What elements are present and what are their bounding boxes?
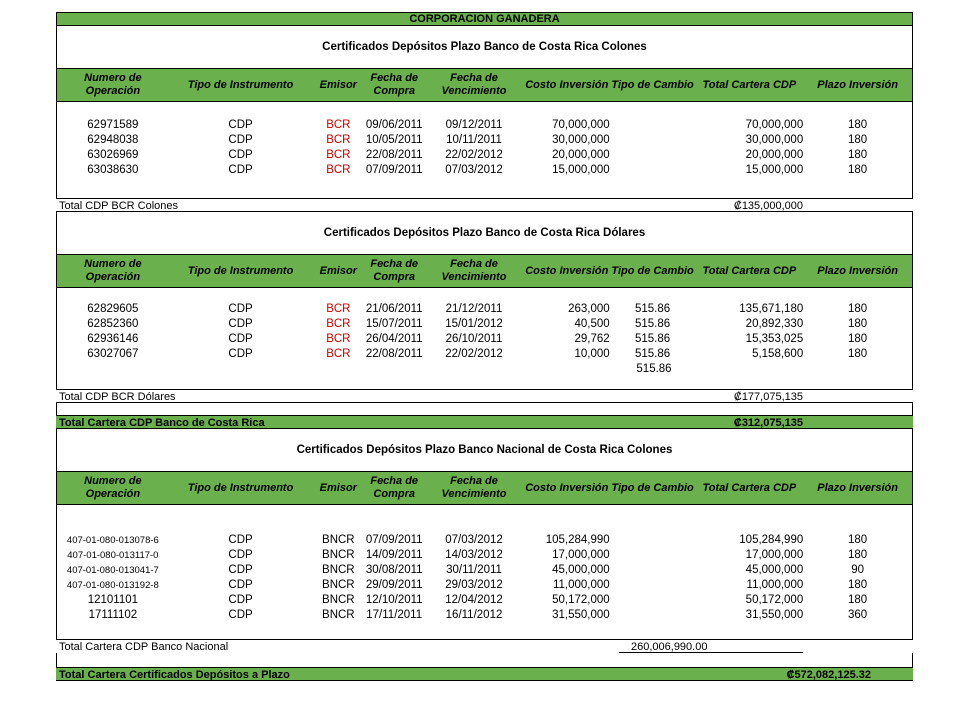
table-cell: 22/02/2012	[445, 149, 503, 161]
table-cell: BNCR	[322, 609, 355, 621]
table-cell: 12101101	[87, 594, 139, 606]
table-cell: BNCR	[322, 594, 355, 606]
column-header: Plazo Inversión	[817, 481, 898, 494]
column-header: Tipo de Instrumento	[187, 481, 294, 494]
table-cell: BNCR	[322, 579, 355, 591]
table-cell: 15/07/2011	[365, 318, 423, 330]
table-cell: BCR	[326, 119, 351, 131]
table-row	[57, 347, 912, 362]
total-bncr	[56, 639, 913, 653]
table-row	[57, 148, 912, 163]
table-cell: 11,000,000	[746, 579, 804, 591]
table-cell: 180	[848, 318, 868, 330]
table-cell: BCR	[326, 333, 351, 345]
total-label: Total CDP BCR Colones	[59, 200, 179, 212]
table-cell: CDP	[228, 119, 253, 131]
table-cell: CDP	[228, 579, 253, 591]
table-cell: 20,892,330	[745, 318, 804, 330]
table-cell: 515.86	[634, 348, 671, 360]
total-value: ₡572,082,125.32	[786, 669, 871, 681]
table-cell: 30/08/2011	[365, 564, 423, 576]
table-cell: 17,000,000	[745, 549, 804, 561]
table-cell: 263,000	[568, 303, 610, 315]
table-cell: 135,671,180	[739, 303, 804, 315]
total-value: ₡177,075,135	[733, 391, 803, 403]
column-header: Fecha de Vencimiento	[441, 475, 507, 500]
table-cell	[610, 548, 696, 563]
table-row	[57, 563, 912, 578]
table-cell: 63026969	[87, 149, 139, 161]
table-cell: CDP	[228, 564, 253, 576]
table-cell: 63027067	[87, 348, 139, 360]
table-cell: 180	[848, 594, 868, 606]
table-cell: 29/03/2012	[445, 579, 503, 591]
column-header: Emisor	[319, 264, 357, 277]
table-cell: CDP	[228, 609, 253, 621]
table-cell: 22/08/2011	[365, 348, 423, 360]
spacer	[56, 653, 913, 667]
total-value: ₡312,075,135	[733, 417, 803, 429]
table-cell	[610, 608, 696, 623]
column-header: Total Cartera CDP	[702, 264, 797, 277]
table-cell: 31,550,000	[552, 609, 610, 621]
column-header: Costo Inversión	[525, 264, 609, 277]
column-header: Numero de Operación	[84, 72, 142, 97]
column-header: Numero de Operación	[84, 475, 142, 500]
column-header: Numero de Operación	[84, 258, 142, 283]
grand-total	[56, 667, 913, 681]
rows-bcr-colones	[57, 118, 912, 178]
table-cell: 180	[848, 119, 868, 131]
table-cell: 70,000,000	[745, 119, 804, 131]
column-header: Tipo de Instrumento	[187, 264, 294, 277]
table-cell: 10,000	[574, 348, 610, 360]
table-cell: 180	[848, 549, 868, 561]
table-cell: 180	[848, 333, 868, 345]
table-row	[57, 332, 912, 347]
extra-rate-row	[57, 362, 912, 377]
total-label: Total Cartera CDP Banco Nacional	[59, 641, 229, 653]
table-cell: 180	[848, 303, 868, 315]
section-bncr-colones	[56, 429, 913, 639]
table-cell	[610, 533, 696, 548]
table-cell: 12/10/2011	[365, 594, 423, 606]
table-cell: 14/09/2011	[365, 549, 423, 561]
table-cell: 17/11/2011	[366, 609, 423, 621]
table-cell: BNCR	[322, 549, 355, 561]
column-header-row	[57, 68, 912, 102]
column-header: Fecha de Vencimiento	[441, 72, 507, 97]
table-cell: 07/03/2012	[445, 164, 503, 176]
table-cell: 17,000,000	[552, 549, 610, 561]
table-cell: 180	[848, 534, 868, 546]
table-cell: 45,000,000	[745, 564, 804, 576]
column-header: Total Cartera CDP	[702, 481, 797, 494]
table-cell	[610, 563, 696, 578]
table-cell: 15,353,025	[745, 333, 804, 345]
table-cell: 62948038	[87, 134, 139, 146]
table-cell: 21/12/2011	[445, 303, 503, 315]
table-row	[57, 302, 912, 317]
table-cell: 10/05/2011	[365, 134, 423, 146]
table-cell: 16/11/2012	[445, 609, 503, 621]
table-row	[57, 548, 912, 563]
table-cell: 407-01-080-013078-6	[66, 535, 159, 546]
table-cell: 22/02/2012	[445, 348, 503, 360]
section-bcr-dolares	[56, 212, 913, 389]
table-cell: CDP	[228, 303, 253, 315]
column-header: Tipo de Cambio	[611, 481, 694, 494]
table-cell: 407-01-080-013192-8	[66, 580, 159, 591]
table-cell: BCR	[326, 348, 351, 360]
table-cell: 105,284,990	[739, 534, 804, 546]
table-cell: 29/09/2011	[365, 579, 423, 591]
table-cell: 07/09/2011	[365, 164, 423, 176]
total-value: 260,006,990.00	[619, 640, 803, 653]
table-cell: CDP	[228, 318, 253, 330]
table-cell: 21/06/2011	[365, 303, 423, 315]
table-cell: BCR	[326, 303, 351, 315]
table-cell: 180	[848, 348, 868, 360]
table-cell	[610, 148, 696, 163]
table-cell: 50,172,000	[745, 594, 804, 606]
column-header: Tipo de Cambio	[611, 78, 694, 91]
total-bcr-grand	[56, 415, 913, 429]
table-cell: 515.86	[634, 318, 671, 330]
table-cell: 14/03/2012	[445, 549, 503, 561]
table-cell: 07/09/2011	[365, 534, 423, 546]
table-row	[57, 533, 912, 548]
column-header: Total Cartera CDP	[702, 78, 797, 91]
table-cell: CDP	[228, 164, 253, 176]
table-cell	[610, 118, 696, 133]
table-cell: CDP	[228, 348, 253, 360]
table-cell: 360	[848, 609, 868, 621]
table-cell: 17111102	[88, 609, 138, 621]
table-cell: 180	[848, 164, 868, 176]
table-cell: 31,550,000	[745, 609, 804, 621]
spacer	[56, 403, 913, 415]
table-cell: 180	[848, 149, 868, 161]
column-header-row	[57, 254, 912, 288]
total-bcr-colones	[56, 198, 913, 212]
table-cell: 5,158,600	[752, 348, 804, 360]
table-cell: BCR	[326, 134, 351, 146]
table-cell: CDP	[228, 333, 253, 345]
table-cell: 40,500	[574, 318, 610, 330]
table-cell: 62936146	[87, 333, 139, 345]
column-header: Plazo Inversión	[817, 264, 898, 277]
table-cell	[610, 133, 696, 148]
table-row	[57, 317, 912, 332]
column-header: Fecha de Compra	[370, 72, 419, 97]
table-cell: CDP	[228, 149, 253, 161]
table-cell: BCR	[326, 318, 351, 330]
table-row	[57, 608, 912, 623]
table-cell: 30,000,000	[745, 134, 804, 146]
total-label: Total CDP BCR Dólares	[59, 391, 176, 403]
table-cell: 62829605	[87, 303, 139, 315]
column-header: Tipo de Instrumento	[187, 78, 294, 91]
table-cell: 407-01-080-013041-7	[66, 565, 159, 576]
table-cell: BCR	[326, 149, 351, 161]
table-cell	[610, 578, 696, 593]
column-header: Costo Inversión	[525, 481, 609, 494]
table-cell: 62971589	[87, 119, 139, 131]
table-cell: 12/04/2012	[445, 594, 503, 606]
total-bcr-dolares	[56, 389, 913, 403]
column-header: Costo Inversión	[525, 78, 609, 91]
table-cell: CDP	[228, 549, 253, 561]
column-header: Plazo Inversión	[817, 78, 898, 91]
rows-bncr-colones	[57, 533, 912, 623]
table-cell: 22/08/2011	[365, 149, 423, 161]
table-cell: 90	[851, 564, 864, 576]
table-cell: 407-01-080-013117-0	[67, 550, 159, 561]
column-header: Fecha de Compra	[370, 258, 419, 283]
table-cell: 15/01/2012	[445, 318, 503, 330]
table-cell: BCR	[326, 164, 351, 176]
table-cell: 50,172,000	[552, 594, 610, 606]
table-cell: 62852360	[87, 318, 139, 330]
table-cell: 07/03/2012	[445, 534, 503, 546]
column-header: Emisor	[319, 481, 357, 494]
table-cell: 515.86	[634, 333, 671, 345]
table-cell: 09/12/2011	[445, 119, 503, 131]
table-cell: 26/04/2011	[365, 333, 423, 345]
table-cell: 180	[848, 579, 868, 591]
table-cell: BNCR	[322, 564, 355, 576]
rows-bcr-dolares	[57, 302, 912, 362]
table-cell: 20,000,000	[745, 149, 804, 161]
table-row	[57, 163, 912, 178]
total-label: Total Cartera Certificados Depósitos a Plazo	[59, 669, 290, 681]
table-row	[57, 118, 912, 133]
section-bcr-colones	[56, 26, 913, 198]
table-cell: 105,284,990	[545, 534, 610, 546]
column-header: Emisor	[319, 78, 357, 91]
table-cell: CDP	[228, 594, 253, 606]
table-cell: CDP	[228, 134, 253, 146]
table-cell: 45,000,000	[552, 564, 610, 576]
table-cell: BNCR	[322, 534, 355, 546]
table-cell: 15,000,000	[745, 164, 804, 176]
extra-rate: 515.86	[636, 363, 672, 375]
table-cell	[610, 163, 696, 178]
table-cell: 30,000,000	[552, 134, 610, 146]
column-header: Tipo de Cambio	[611, 264, 694, 277]
table-cell: 63038630	[87, 164, 139, 176]
table-row	[57, 593, 912, 608]
column-header-row	[57, 471, 912, 505]
table-cell: 11,000,000	[552, 579, 610, 591]
table-cell: 15,000,000	[552, 164, 610, 176]
table-cell: 26/10/2011	[445, 333, 503, 345]
table-cell: 20,000,000	[552, 149, 610, 161]
table-row	[57, 133, 912, 148]
spreadsheet	[56, 12, 913, 681]
total-value: ₡135,000,000	[733, 200, 803, 212]
table-cell: 515.86	[634, 303, 671, 315]
column-header: Fecha de Vencimiento	[441, 258, 507, 283]
table-cell: CDP	[228, 534, 253, 546]
table-cell: 29,762	[574, 333, 610, 345]
table-cell: 30/11/2011	[446, 564, 502, 576]
total-label: Total Cartera CDP Banco de Costa Rica	[59, 417, 265, 429]
column-header: Fecha de Compra	[370, 475, 419, 500]
table-cell	[610, 593, 696, 608]
section-title: Certificados Depósitos Plazo Banco Nacional de Costa Rica Colones	[296, 444, 673, 456]
table-row	[57, 578, 912, 593]
table-cell: 70,000,000	[552, 119, 610, 131]
section-title: Certificados Depósitos Plazo Banco de Costa Rica Colones	[322, 41, 647, 53]
table-cell: 09/06/2011	[365, 119, 423, 131]
table-cell: 10/11/2011	[446, 134, 502, 146]
company-title: CORPORACION GANADERA	[56, 12, 913, 26]
section-title: Certificados Depósitos Plazo Banco de Costa Rica Dólares	[323, 227, 646, 239]
table-cell: 180	[848, 134, 868, 146]
